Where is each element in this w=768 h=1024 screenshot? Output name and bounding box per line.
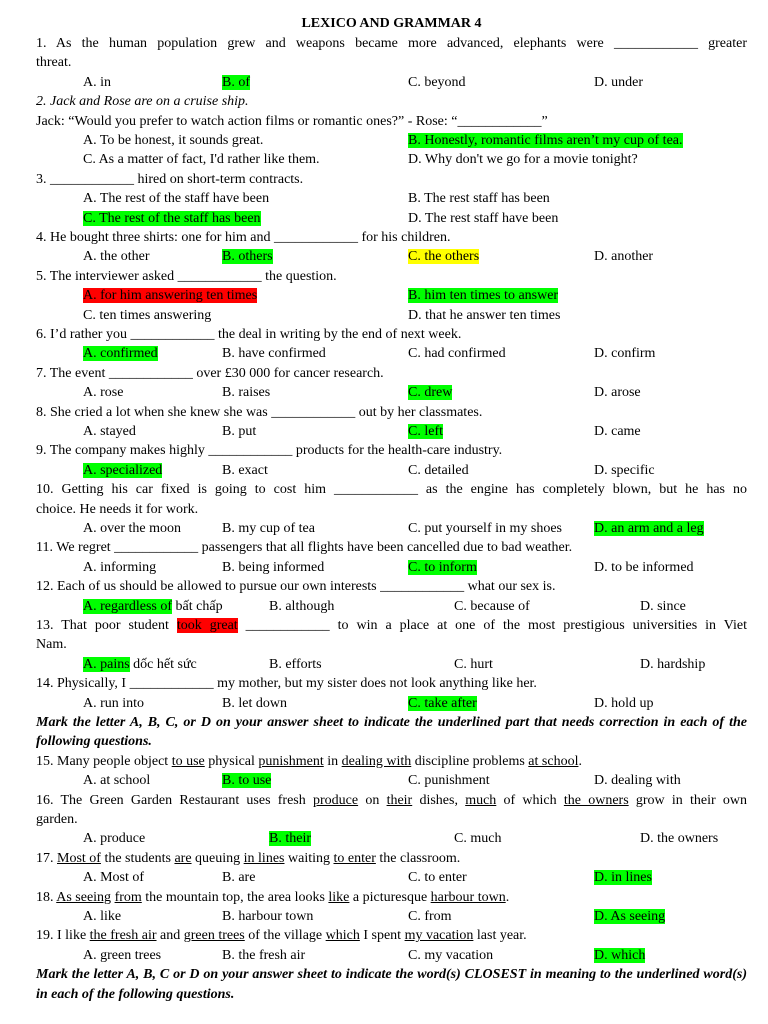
option-text: D. another	[594, 249, 654, 265]
section-instruction-synonyms: Mark the letter A, B, C or D on your answer sheet to indicate the word(s) CLOSEST in meaning to the underlined word(s) in each of the following questions.	[36, 967, 747, 1002]
answer-option-b[interactable]	[222, 422, 256, 441]
answer-option-c[interactable]	[408, 344, 506, 363]
option-text: D. that he answer ten times	[408, 307, 561, 323]
option-text: A. rose	[83, 385, 124, 401]
option-text: B. although	[269, 598, 335, 614]
question-13-stem-cont: Nam.	[36, 637, 67, 653]
underlined-part: to use	[171, 753, 205, 769]
option-text: D. the owners	[640, 831, 719, 847]
question-14-options	[36, 694, 747, 713]
answer-option-a[interactable]	[83, 519, 181, 538]
answer-option-d[interactable]	[594, 907, 665, 926]
answer-option-c[interactable]	[408, 907, 452, 926]
option-text: D. in lines	[594, 870, 652, 886]
answer-option-c[interactable]	[408, 558, 477, 577]
answer-option-d[interactable]	[594, 771, 681, 790]
answer-option-c[interactable]	[83, 150, 320, 169]
option-text: C. my vacation	[408, 947, 494, 963]
option-note: bất chấp	[172, 598, 223, 614]
answer-option-a[interactable]	[83, 907, 121, 926]
answer-option-d[interactable]	[594, 694, 654, 713]
option-text: B. have confirmed	[222, 346, 326, 362]
option-text: D. under	[594, 74, 643, 90]
option-text: D. hardship	[640, 656, 706, 672]
underlined-part: much	[465, 792, 497, 808]
option-text: D. which	[594, 947, 646, 963]
answer-option-c[interactable]	[408, 946, 493, 965]
option-text: C. because of	[454, 598, 530, 614]
question-11-options	[36, 558, 747, 577]
page-title: LEXICO AND GRAMMAR 4	[301, 16, 482, 31]
underlined-part: produce	[313, 792, 359, 808]
answer-option-b[interactable]	[269, 829, 311, 848]
option-text: D. hold up	[594, 695, 654, 711]
answer-option-a[interactable]	[83, 558, 156, 577]
underlined-part: the fresh air	[89, 928, 157, 944]
underlined-part: punishment	[258, 753, 324, 769]
option-text: A. Most of	[83, 870, 145, 886]
question-2-context: 2. Jack and Rose are on a cruise ship.	[36, 94, 249, 110]
option-text: A. the other	[83, 249, 150, 265]
underlined-part: the owners	[563, 792, 629, 808]
answer-option-d[interactable]	[640, 655, 705, 674]
option-text: D. dealing with	[594, 773, 681, 789]
answer-option-d[interactable]	[594, 868, 652, 887]
answer-option-d[interactable]	[408, 209, 558, 228]
option-text: B. being informed	[222, 559, 325, 575]
answer-option-b[interactable]	[222, 558, 324, 577]
answer-option-a[interactable]	[83, 946, 161, 965]
answer-option-d[interactable]	[594, 519, 704, 538]
option-text: B. the fresh air	[222, 947, 306, 963]
question-16-options	[36, 829, 747, 848]
option-note: dốc hết sức	[129, 656, 197, 672]
answer-option-c[interactable]	[408, 247, 479, 266]
answer-option-b[interactable]	[408, 189, 550, 208]
answer-option-d[interactable]	[594, 422, 641, 441]
option-text: B. their	[269, 831, 311, 847]
question-19-options	[36, 946, 747, 965]
question-10-stem: 10. Getting his car fixed is going to cost him ____________ as the engine has completely blown, but he has no	[36, 482, 747, 498]
option-text: B. of	[222, 74, 250, 90]
answer-option-a[interactable]	[83, 383, 123, 402]
worksheet-page	[36, 14, 747, 1004]
option-text: A. informing	[83, 559, 157, 575]
question-10-stem-cont: choice. He needs it for work.	[36, 501, 199, 517]
option-text: C. The rest of the staff has been	[83, 210, 261, 226]
answer-option-c[interactable]	[454, 655, 493, 674]
answer-option-d[interactable]	[594, 73, 643, 92]
underlined-part: like	[328, 889, 350, 905]
option-text: A. pains	[83, 656, 130, 672]
option-text: B. my cup of tea	[222, 520, 315, 536]
answer-option-d[interactable]	[594, 383, 641, 402]
option-text: A. produce	[83, 831, 146, 847]
question-1-stem: 1. As the human population grew and weapons became more advanced, elephants were ____________ greater	[36, 36, 747, 51]
option-text: B. Honestly, romantic films aren’t my cup of tea.	[408, 133, 683, 149]
option-text: A. at school	[83, 773, 151, 789]
question-8-stem: 8. She cried a lot when she knew she was ____________ out by her classmates.	[36, 404, 483, 420]
option-text: A. run into	[83, 695, 145, 711]
answer-option-c[interactable]	[408, 422, 443, 441]
question-3-options-row1	[36, 189, 747, 208]
option-text: D. came	[594, 423, 641, 439]
underlined-part: in lines	[243, 850, 285, 866]
question-3-options-row2	[36, 209, 747, 228]
answer-option-c[interactable]	[454, 829, 501, 848]
option-text: C. the others	[408, 249, 480, 265]
answer-option-a[interactable]	[83, 344, 158, 363]
section-instruction-error-identification: Mark the letter A, B, C, or D on your answer sheet to indicate the underlined part that needs correction in each of the following questions.	[36, 714, 747, 750]
question-15-options	[36, 771, 747, 790]
underlined-part: which	[325, 928, 360, 944]
option-text: A. in	[83, 74, 111, 90]
option-text: A. over the moon	[83, 520, 181, 536]
answer-option-a[interactable]	[83, 771, 150, 790]
option-text: D. arose	[594, 385, 641, 401]
question-6-stem: 6. I’d rather you ____________ the deal in writing by the end of next week.	[36, 326, 462, 342]
option-text: B. put	[222, 423, 257, 439]
question-4-stem: 4. He bought three shirts: one for him and ____________ for his children.	[36, 229, 451, 245]
option-text: C. to inform	[408, 559, 477, 575]
answer-option-b[interactable]	[222, 694, 287, 713]
answer-option-a[interactable]	[83, 655, 197, 674]
question-18-options	[36, 907, 747, 926]
option-text: B. him ten times to answer	[408, 288, 559, 304]
question-7-options	[36, 383, 747, 402]
option-text: A. specialized	[83, 462, 163, 478]
question-9-options	[36, 461, 747, 480]
underlined-part: their	[386, 792, 413, 808]
question-5-options-row1	[36, 286, 747, 305]
underlined-part: to enter	[333, 850, 376, 866]
option-text: B. others	[222, 249, 273, 265]
answer-option-c[interactable]	[408, 461, 469, 480]
answer-option-d[interactable]	[640, 597, 686, 616]
option-text: A. stayed	[83, 423, 136, 439]
question-15-stem: 15. Many people object to use physical punishment in dealing with discipline problems at school.	[36, 753, 582, 769]
answer-option-d[interactable]	[408, 306, 560, 325]
answer-option-b[interactable]	[269, 655, 322, 674]
option-text: D. The rest staff have been	[408, 210, 559, 226]
option-text: C. from	[408, 908, 452, 924]
answer-option-a[interactable]	[83, 131, 263, 150]
answer-option-b[interactable]	[222, 946, 305, 965]
question-10-options	[36, 519, 747, 538]
question-18-stem: 18. As seeing from the mountain top, the area looks like a picturesque harbour town.	[36, 889, 510, 905]
answer-option-b[interactable]	[222, 247, 273, 266]
answer-option-d[interactable]	[594, 461, 655, 480]
option-text: C. As a matter of fact, I'd rather like them.	[83, 152, 320, 168]
question-13-options	[36, 655, 747, 674]
underlined-part: at school	[528, 753, 579, 769]
answer-option-b[interactable]	[222, 383, 270, 402]
question-12-stem: 12. Each of us should be allowed to pursue our own interests ____________ what our sex is.	[36, 579, 556, 595]
underlined-part: from	[114, 889, 142, 905]
option-text: C. left	[408, 423, 443, 439]
answer-option-b[interactable]	[222, 519, 315, 538]
question-13-stem: 13. That poor student took great ____________ to win a place at one of the most prestigious universities in Viet	[36, 617, 747, 633]
option-text: D. confirm	[594, 346, 656, 362]
underlined-part: harbour town	[430, 889, 506, 905]
answer-option-b[interactable]	[269, 597, 334, 616]
option-text: A. for him answering ten times	[83, 288, 258, 304]
answer-option-b[interactable]	[222, 73, 250, 92]
option-text: A. To be honest, it sounds great.	[83, 133, 264, 149]
answer-option-c[interactable]	[408, 868, 467, 887]
answer-option-d[interactable]	[594, 946, 645, 965]
question-17-options	[36, 868, 747, 887]
option-text: D. since	[640, 598, 686, 614]
answer-option-c[interactable]	[408, 771, 490, 790]
option-text: D. to be informed	[594, 559, 694, 575]
answer-option-c[interactable]	[454, 597, 530, 616]
option-text: A. The rest of the staff have been	[83, 191, 270, 207]
answer-option-b[interactable]	[222, 907, 313, 926]
answer-option-d[interactable]	[594, 247, 653, 266]
question-2-options-row2	[36, 150, 747, 169]
answer-option-c[interactable]	[408, 519, 562, 538]
answer-option-b[interactable]	[222, 461, 268, 480]
answer-option-c[interactable]	[408, 73, 466, 92]
question-11-stem: 11. We regret ____________ passengers that all flights have been cancelled due to bad weather.	[36, 540, 573, 556]
underlined-part: my vacation	[404, 928, 474, 944]
question-16-stem: 16. The Green Garden Restaurant uses fresh produce on their dishes, much of which the owners grow in their own	[36, 792, 748, 808]
answer-option-d[interactable]	[594, 558, 694, 577]
answer-option-b[interactable]	[222, 868, 255, 887]
underlined-part: As seeing	[56, 889, 112, 905]
answer-option-b[interactable]	[222, 344, 326, 363]
question-8-options	[36, 422, 747, 441]
option-text: A. confirmed	[83, 346, 158, 362]
option-text: C. much	[454, 831, 502, 847]
answer-option-d[interactable]	[640, 829, 718, 848]
answer-option-a[interactable]	[83, 868, 144, 887]
option-text: C. take after	[408, 695, 477, 711]
answer-option-a[interactable]	[83, 829, 145, 848]
option-text: B. exact	[222, 462, 268, 478]
option-text: B. are	[222, 870, 256, 886]
option-text: C. had confirmed	[408, 346, 506, 362]
answer-option-a[interactable]	[83, 247, 149, 266]
underlined-part: are	[174, 850, 192, 866]
option-text: D. an arm and a leg	[594, 520, 704, 536]
answer-option-d[interactable]	[594, 344, 655, 363]
question-5-options-row2	[36, 306, 747, 325]
option-text: D. As seeing	[594, 908, 666, 924]
answer-option-c[interactable]	[408, 694, 477, 713]
answer-option-d[interactable]	[408, 150, 638, 169]
option-text: B. The rest staff has been	[408, 191, 550, 207]
option-text: B. raises	[222, 385, 271, 401]
answer-option-c[interactable]	[83, 209, 261, 228]
answer-option-c[interactable]	[83, 306, 211, 325]
answer-option-a[interactable]	[83, 694, 144, 713]
question-3-stem: 3. ____________ hired on short-term contracts.	[36, 171, 304, 187]
answer-option-b[interactable]	[408, 131, 683, 150]
underlined-part: green trees	[183, 928, 245, 944]
answer-option-b[interactable]	[222, 771, 271, 790]
answer-option-c[interactable]	[408, 383, 452, 402]
question-2-stem: Jack: “Would you prefer to watch action films or romantic ones?” - Rose: “____________”	[36, 113, 548, 129]
option-text: B. harbour town	[222, 908, 314, 924]
option-text: B. efforts	[269, 656, 322, 672]
answer-option-b[interactable]	[408, 286, 558, 305]
option-text: C. detailed	[408, 462, 469, 478]
answer-option-a[interactable]	[83, 286, 257, 305]
option-text: A. green trees	[83, 947, 162, 963]
answer-option-a[interactable]	[83, 461, 162, 480]
option-text: C. beyond	[408, 74, 466, 90]
question-16-stem-cont: garden.	[36, 811, 78, 827]
option-text: C. drew	[408, 385, 453, 401]
option-text: B. let down	[222, 695, 287, 711]
option-text: D. specific	[594, 462, 655, 478]
option-text: A. regardless of	[83, 598, 173, 614]
underlined-part: dealing with	[341, 753, 412, 769]
answer-option-a[interactable]	[83, 189, 269, 208]
question-1-stem-cont: threat.	[36, 55, 72, 71]
underlined-part: Most of	[57, 850, 101, 866]
option-text: B. to use	[222, 773, 272, 789]
question-19-stem: 19. I like the fresh air and green trees of the village which I spent my vacation last year.	[36, 928, 527, 944]
answer-option-a[interactable]	[83, 597, 223, 616]
answer-option-a[interactable]	[83, 73, 111, 92]
question-4-options	[36, 247, 747, 266]
option-text: C. to enter	[408, 870, 467, 886]
answer-option-a[interactable]	[83, 422, 136, 441]
option-text: C. punishment	[408, 773, 490, 789]
highlighted-phrase: took great	[176, 617, 238, 633]
option-text: C. put yourself in my shoes	[408, 520, 562, 536]
question-2-options-row1	[36, 131, 747, 150]
option-text: C. ten times answering	[83, 307, 212, 323]
question-7-stem: 7. The event ____________ over £30 000 for cancer research.	[36, 365, 384, 381]
option-text: A. like	[83, 908, 122, 924]
option-text: C. hurt	[454, 656, 493, 672]
question-14-stem: 14. Physically, I ____________ my mother, but my sister does not look anything like her.	[36, 676, 537, 692]
question-9-stem: 9. The company makes highly ____________ products for the health-care industry.	[36, 443, 503, 459]
question-17-stem: 17. Most of the students are queuing in lines waiting to enter the classroom.	[36, 850, 461, 866]
question-1-options	[36, 73, 747, 92]
question-5-stem: 5. The interviewer asked ____________ the question.	[36, 268, 337, 284]
question-12-options	[36, 597, 747, 616]
question-6-options	[36, 344, 747, 363]
option-text: D. Why don't we go for a movie tonight?	[408, 152, 638, 168]
